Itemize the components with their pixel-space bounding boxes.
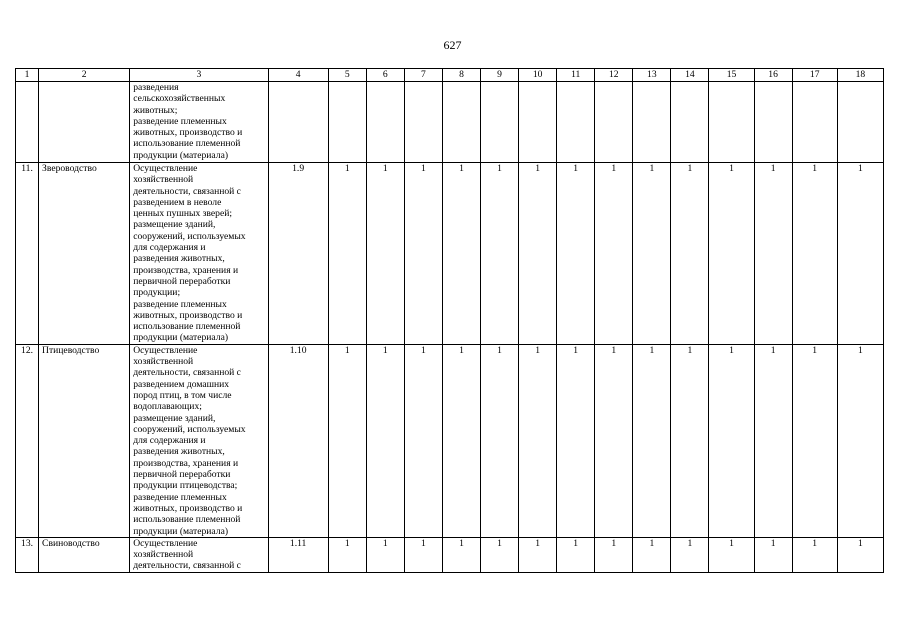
table-row [16, 163, 884, 345]
zone-value-cell: 1 [481, 163, 519, 345]
classifier-code [268, 82, 328, 163]
zone-value-cell: 1 [837, 537, 883, 572]
zone-value-cell: 1 [442, 344, 480, 537]
classifier-code: 1.11 [268, 537, 328, 572]
zone-value-cell: 1 [671, 344, 709, 537]
zone-value-cell [671, 82, 709, 163]
classifier-code: 1.9 [268, 163, 328, 345]
zone-value-cell [754, 82, 792, 163]
row-number [16, 82, 39, 163]
zone-value-cell: 1 [519, 163, 557, 345]
land-use-name: Птицеводство [39, 344, 130, 537]
column-header-16: 16 [754, 69, 792, 82]
land-use-table [15, 68, 884, 573]
zone-value-cell: 1 [633, 537, 671, 572]
column-header-18: 18 [837, 69, 883, 82]
zone-value-cell: 1 [481, 344, 519, 537]
column-header-6: 6 [366, 69, 404, 82]
zone-value-cell: 1 [328, 537, 366, 572]
column-header-3: 3 [130, 69, 268, 82]
land-use-name [39, 82, 130, 163]
zone-value-cell [404, 82, 442, 163]
zone-value-cell [481, 82, 519, 163]
zone-value-cell: 1 [328, 163, 366, 345]
zone-value-cell: 1 [404, 344, 442, 537]
column-header-4: 4 [268, 69, 328, 82]
zone-value-cell [633, 82, 671, 163]
zone-value-cell: 1 [366, 344, 404, 537]
row-number: 11. [16, 163, 39, 345]
column-header-10: 10 [519, 69, 557, 82]
zone-value-cell: 1 [709, 537, 754, 572]
land-use-name: Звероводство [39, 163, 130, 345]
table-row [16, 537, 884, 572]
column-header-2: 2 [39, 69, 130, 82]
column-header-13: 13 [633, 69, 671, 82]
zone-value-cell: 1 [557, 537, 595, 572]
row-number: 13. [16, 537, 39, 572]
zone-value-cell: 1 [633, 344, 671, 537]
column-header-15: 15 [709, 69, 754, 82]
zone-value-cell: 1 [709, 344, 754, 537]
column-header-14: 14 [671, 69, 709, 82]
column-header-12: 12 [595, 69, 633, 82]
zone-value-cell: 1 [481, 537, 519, 572]
zone-value-cell [442, 82, 480, 163]
column-header-11: 11 [557, 69, 595, 82]
column-header-1: 1 [16, 69, 39, 82]
zone-value-cell: 1 [671, 163, 709, 345]
zone-value-cell: 1 [754, 537, 792, 572]
column-header-7: 7 [404, 69, 442, 82]
zone-value-cell [709, 82, 754, 163]
zone-value-cell: 1 [328, 344, 366, 537]
table-row [16, 82, 884, 163]
column-header-9: 9 [481, 69, 519, 82]
zone-value-cell: 1 [754, 163, 792, 345]
zone-value-cell [792, 82, 837, 163]
zone-value-cell: 1 [792, 163, 837, 345]
page-number: 627 [443, 38, 462, 52]
zone-value-cell [519, 82, 557, 163]
land-use-description: разведения сельскохозяйственных животных; разведение племенных животных, производство и использование племенной продукции (материала) [130, 82, 268, 163]
zone-value-cell: 1 [442, 163, 480, 345]
zone-value-cell: 1 [442, 537, 480, 572]
zone-value-cell: 1 [595, 163, 633, 345]
column-header-17: 17 [792, 69, 837, 82]
zone-value-cell: 1 [595, 537, 633, 572]
zone-value-cell: 1 [837, 163, 883, 345]
zone-value-cell: 1 [557, 344, 595, 537]
zone-value-cell [837, 82, 883, 163]
zone-value-cell: 1 [404, 537, 442, 572]
zone-value-cell: 1 [519, 537, 557, 572]
zone-value-cell: 1 [754, 344, 792, 537]
zone-value-cell: 1 [671, 537, 709, 572]
zone-value-cell [595, 82, 633, 163]
zone-value-cell [328, 82, 366, 163]
land-use-description: Осуществление хозяйственной деятельности, связанной с разведением в неволе ценных пушных зверей; размещение зданий, сооружений, используемых для содержания и разведения животных, производства, хранения и первичной переработки продукции; разведение племенных животных, производство и использование племенной продукции (материала) [130, 163, 268, 345]
zone-value-cell [366, 82, 404, 163]
land-use-name: Свиноводство [39, 537, 130, 572]
zone-value-cell: 1 [366, 537, 404, 572]
zone-value-cell: 1 [519, 344, 557, 537]
column-header-8: 8 [442, 69, 480, 82]
column-header-5: 5 [328, 69, 366, 82]
zone-value-cell: 1 [595, 344, 633, 537]
table-row [16, 344, 884, 537]
zone-value-cell: 1 [792, 537, 837, 572]
classifier-code: 1.10 [268, 344, 328, 537]
zone-value-cell: 1 [792, 344, 837, 537]
zone-value-cell: 1 [837, 344, 883, 537]
zone-value-cell: 1 [633, 163, 671, 345]
land-use-description: Осуществление хозяйственной деятельности, связанной с [130, 537, 268, 572]
header-row [16, 69, 884, 82]
row-number: 12. [16, 344, 39, 537]
zone-value-cell: 1 [366, 163, 404, 345]
zone-value-cell: 1 [557, 163, 595, 345]
zone-value-cell: 1 [709, 163, 754, 345]
land-use-description: Осуществление хозяйственной деятельности, связанной с разведением домашних пород птиц, в том числе водоплавающих; размещение зданий, сооружений, используемых для содержания и разведения животных, производства, хранения и первичной переработки продукции птицеводства; разведение племенных животных, производство и использование племенной продукции (материала) [130, 344, 268, 537]
zone-value-cell [557, 82, 595, 163]
zone-value-cell: 1 [404, 163, 442, 345]
